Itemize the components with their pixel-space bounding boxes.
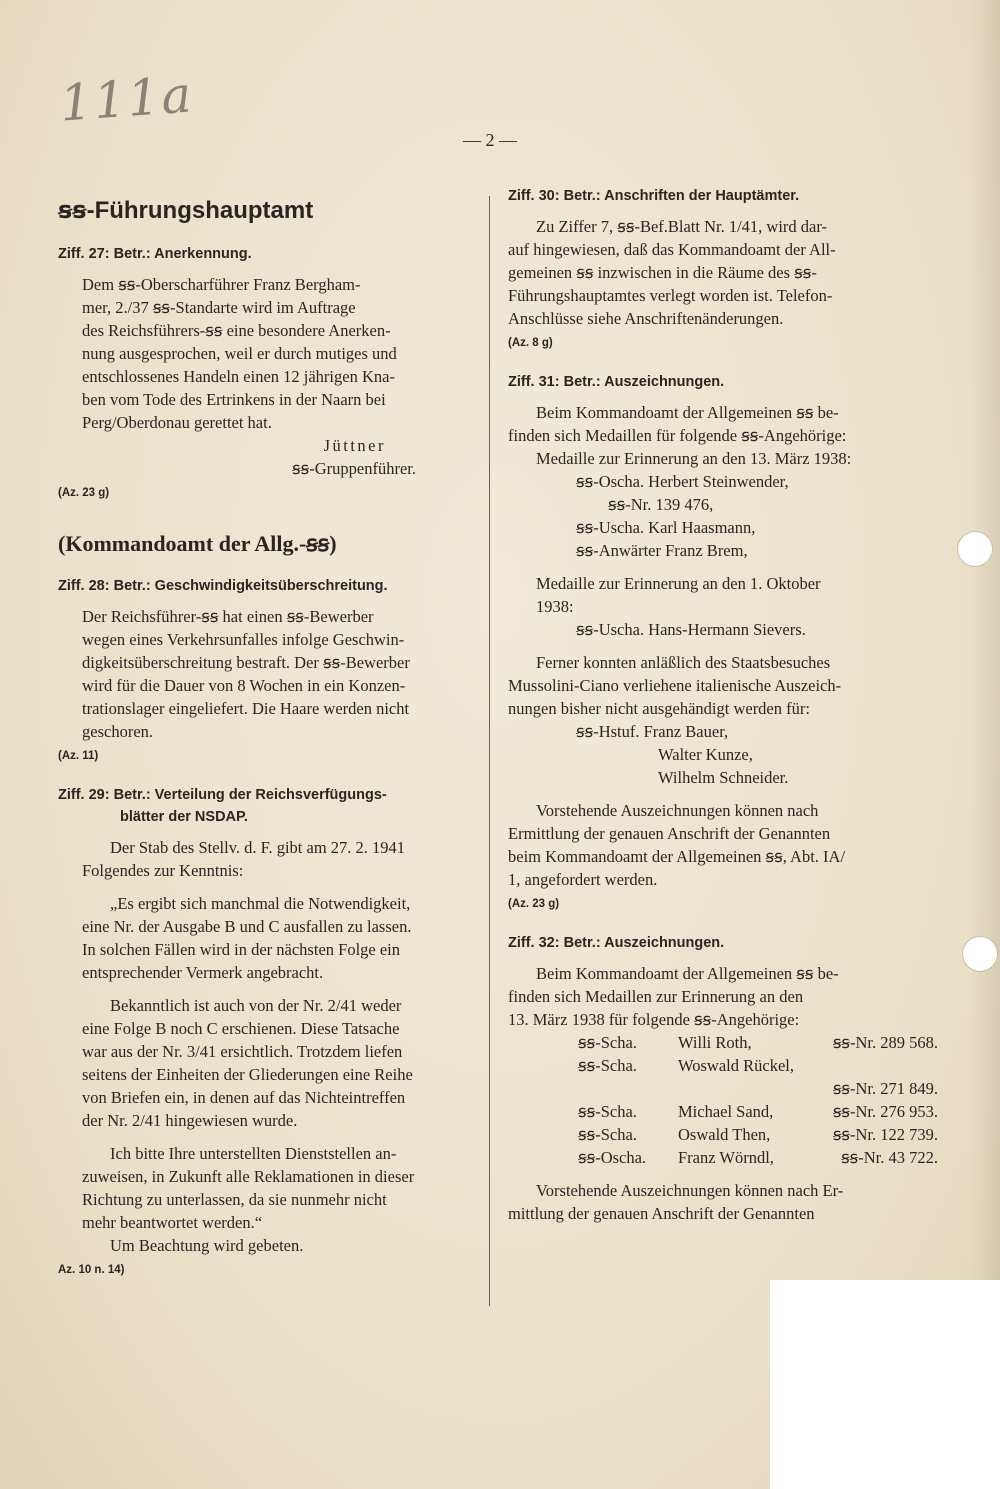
ziff-32-header: Ziff. 32: Betr.: Auszeichnungen.: [508, 935, 725, 951]
signature-name: Jüttner: [323, 436, 386, 455]
az-reference: (Az. 8 g): [508, 337, 553, 349]
signature-rank: ꞩꞩ-Gruppenführer.: [292, 459, 416, 478]
table-row: ꞩꞩ-Scha. Oswald Then, ꞩꞩ-Nr. 122 739.: [578, 1125, 938, 1144]
table-row: ꞩꞩ-Oscha. Franz Wörndl, ꞩꞩ-Nr. 43 722.: [578, 1148, 938, 1167]
punch-hole: [957, 531, 993, 567]
az-reference: Az. 10 n. 14): [58, 1264, 125, 1276]
az-reference: (Az. 11): [58, 750, 99, 762]
ziff-27-header: Ziff. 27: Betr.: Anerkennung.: [58, 246, 252, 262]
ziff-29-header: Ziff. 29: Betr.: Verteilung der Reichsverfügungs- blätter der NSDAP.: [58, 787, 387, 825]
ziff-27-body: Dem ꞩꞩ-Oberscharführer Franz Bergham- mer, 2./37 ꞩꞩ-Standarte wird im Auftrage des Reichsführers-ꞩꞩ eine besondere Anerken- nung ausgesprochen, weil er durch mutiges und entschlossenes Handeln einen 12 jährigen Kna- ben vom Tode des Ertrinkens in der Naarn bei Perg/Oberdonau gerettet hat. Jüttner ꞩꞩ-Gruppenführer.: [58, 273, 476, 480]
section-heading: (Kommandoamt der Allg.-ꞩꞩ): [58, 531, 337, 556]
az-reference: (Az. 23 g): [58, 487, 110, 499]
punch-hole: [962, 936, 998, 972]
ziff-28-body: Der Reichsführer-ꞩꞩ hat einen ꞩꞩ-Bewerber wegen eines Verkehrsunfalles infolge Geschwin- digkeitsüberschreitung bestraft. Der ꞩꞩ-Bewerber wird für die Dauer von 8 Wochen in ein Konzen- trationslager eingeliefert. Die Haare werden nicht geschoren.: [82, 607, 410, 741]
ziff-31-header: Ziff. 31: Betr.: Auszeichnungen.: [508, 374, 725, 390]
award-table: [508, 1031, 938, 1169]
az-reference: (Az. 23 g): [508, 898, 560, 910]
ziff-29-body: Der Stab des Stellv. d. F. gibt am 27. 2. 1941 Folgendes zur Kenntnis: „Es ergibt sich manchmal die Notwendigkeit, eine Nr. der Ausgabe B und C ausfallen zu lassen. In solchen Fällen wird in der nächsten Folge ein entsprechender Vermerk angebracht. Bekanntlich ist auch von der Nr. 2/41 weder eine Folge B noch C erschienen. Diese Tatsache war aus der Nr. 3/41 ersichtlich. Trotzdem liefen seitens der Einheiten der Gliederungen eine Reihe von Briefen ein, in denen auf das Nichteintreffen der Nr. 2/41 hingewiesen wurde. Ich bitte Ihre unterstellten Dienststellen an- zuweisen, in Zukunft alle Reklamationen in dieser Richtung zu unterlassen, da sie nunmehr nicht mehr beantwortet werden.“ Um Beachtung wird gebeten.: [82, 838, 415, 1255]
handwritten-note: 111a: [58, 65, 196, 133]
table-row: ꞩꞩ-Scha. Michael Sand, ꞩꞩ-Nr. 276 953.: [578, 1102, 938, 1121]
left-column: [58, 195, 476, 1290]
cutout-corner: [770, 1280, 1000, 1489]
page-edge-shadow: [970, 0, 1000, 1489]
table-row: ꞩꞩ-Nr. 271 849.: [832, 1079, 938, 1098]
ziff-30-header: Ziff. 30: Betr.: Anschriften der Hauptämter.: [508, 188, 800, 204]
ziff-28-header: Ziff. 28: Betr.: Geschwindigkeitsüberschreitung.: [58, 578, 388, 594]
page-number: — 2 —: [463, 130, 517, 150]
table-row: ꞩꞩ-Scha. Woswald Rückel,: [578, 1056, 794, 1075]
right-column: Ziff. 30: Betr.: Anschriften der Hauptämter. Zu Ziffer 7, ꞩꞩ-Bef.Blatt Nr. 1/41, wird dar- auf hingewiesen, daß das Kommandoamt der All- gemeinen ꞩꞩ inzwischen in die Räume des ꞩꞩ- Führungshauptamtes verlegt worden ist. Telefon- Anschlüsse siehe Anschriftenänderungen. (Az. 8 g) Ziff. 31: Betr.: Auszeichnungen. Beim Kommandoamt der Allgemeinen ꞩꞩ be- finden sich Medaillen für folgende ꞩꞩ-Angehörige: Medaille zur Erinnerung an den 13. März 1938: ꞩꞩ-Oscha. Herbert Steinwender, ꞩꞩ-Nr. 139 476, ꞩꞩ-Uscha. Karl Haasmann, ꞩꞩ-Anwärter Franz Brem, Medaille zur Erinnerung an den 1. Oktober 1938: ꞩꞩ-Uscha. Hans-Hermann Sievers. Ferner konnten anläßlich des Staatsbesuches Mussolini-Ciano verliehene italienische Auszeich- nungen bisher nicht ausgehändigt werden für: ꞩꞩ-Hstuf. Franz Bauer, Walter Kunze, Wilhelm Schneider. Vorstehende Auszeichnungen können nach Ermittlung der genauen Anschrift der Genannten beim Kommandoamt der Allgemeinen ꞩꞩ, Abt. IA/ 1, angefordert werden. (Az. 23 g) Ziff. 32: Betr.: Auszeichnungen. Beim Kommandoamt der Allgemeinen ꞩꞩ be- finden sich Medaillen zur Erinnerung an den 13. März 1938 für folgende ꞩꞩ-Angehörige: ꞩꞩ-Scha. Willi Roth, ꞩꞩ-Nr. 289 568. ꞩꞩ-Scha. Woswald Rückel, ꞩꞩ-Nr. 271 849. ꞩꞩ-Scha. Michael Sand, ꞩꞩ-Nr. 276 953. ꞩꞩ-Scha. Oswald Then, ꞩꞩ-Nr. 122 739. ꞩꞩ-Oscha. Franz Wörndl, ꞩꞩ-Nr. 43 722. Vorstehende Auszeichnungen können nach Er- mittlung der genauen Anschrift der Genannten: [508, 185, 938, 1225]
table-row: ꞩꞩ-Scha. Willi Roth, ꞩꞩ-Nr. 289 568.: [578, 1033, 938, 1052]
column-divider: [489, 196, 490, 1306]
section-heading: ꞩꞩ-Führungshauptamt: [58, 197, 314, 224]
